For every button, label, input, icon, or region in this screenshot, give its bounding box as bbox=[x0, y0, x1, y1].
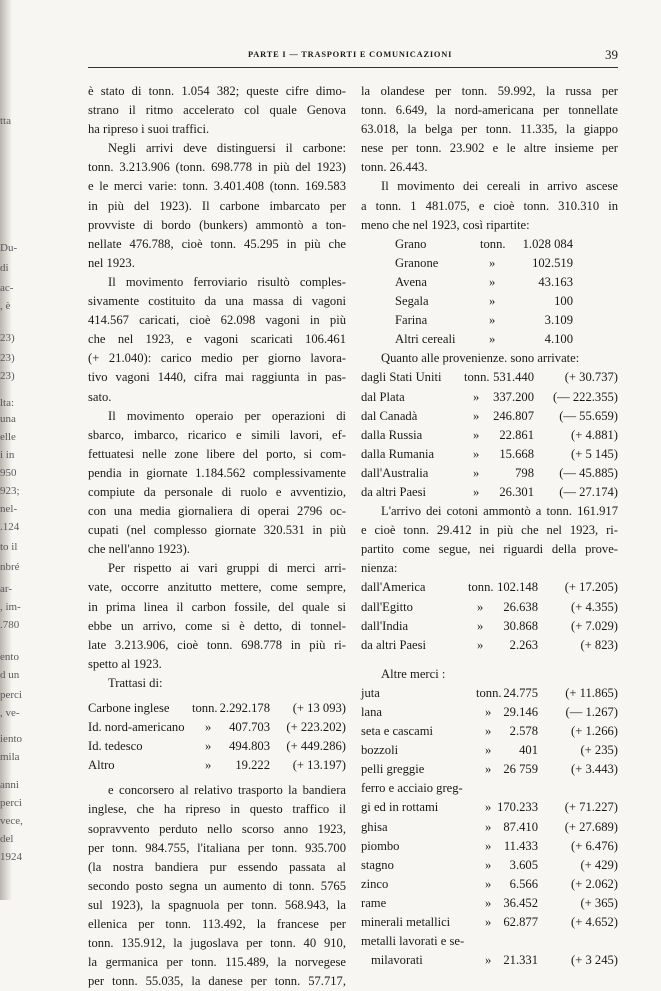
bleed-fragment: 950 bbox=[0, 467, 17, 479]
text-line: la germanica per tonn. 115.489, la norvegese bbox=[88, 955, 346, 970]
row-diff: (+ 27.689) bbox=[564, 819, 618, 834]
table-row bbox=[361, 856, 618, 875]
row-diff: (+ 223.202) bbox=[286, 720, 346, 735]
text-line: Il movimento operaio per operazioni di bbox=[108, 408, 346, 423]
text-line: tonn. 135.912, la jugoslava per tonn. 40 910, bbox=[88, 936, 346, 951]
bleed-fragment: una bbox=[0, 413, 16, 425]
table-row bbox=[361, 818, 618, 837]
text-line: inglese, che ha ripreso in questo traffico il bbox=[88, 802, 346, 817]
table-row bbox=[361, 578, 618, 597]
row-unit: » bbox=[485, 743, 492, 758]
row-label: metalli lavorati e se- bbox=[361, 934, 465, 949]
row-diff: (— 1.267) bbox=[565, 705, 618, 719]
text-line: 414.567 caricati, cioè 62.098 vagoni in più bbox=[88, 313, 346, 328]
row-label: dagli Stati Uniti bbox=[361, 370, 442, 385]
row-unit: » bbox=[473, 465, 480, 480]
bleed-fragment: del bbox=[0, 833, 14, 845]
bleed-fragment: .780 bbox=[0, 619, 20, 631]
row-label: Altro bbox=[88, 758, 115, 773]
text-line: (+ 21.040): carico medio per giorno lavora- bbox=[88, 351, 346, 366]
row-unit: » bbox=[473, 484, 480, 499]
text-line: spetto al 1923. bbox=[88, 656, 162, 671]
row-diff: (+ 4.652) bbox=[571, 915, 618, 930]
text-line: è stato di tonn. 1.054 382; queste cifre dimo- bbox=[88, 84, 346, 98]
bleed-fragment: 23) bbox=[0, 332, 15, 344]
row-unit: tonn. bbox=[476, 685, 502, 700]
table-row bbox=[361, 235, 618, 254]
row-label: dal Plata bbox=[361, 389, 405, 404]
row-label: ghisa bbox=[361, 819, 388, 834]
paragraph bbox=[361, 82, 618, 177]
row-label: stagno bbox=[361, 857, 394, 872]
text-line: nel 1923. bbox=[88, 255, 135, 270]
table-row bbox=[361, 837, 618, 856]
text-line: 63.018, la belga per tonn. 11.335, la giappo bbox=[361, 122, 618, 137]
row-value: 19.222 bbox=[235, 758, 270, 773]
row-unit: » bbox=[477, 637, 484, 652]
bleed-fragment: 23) bbox=[0, 370, 15, 382]
row-label: milavorati bbox=[371, 953, 423, 968]
bleed-fragment: perci bbox=[0, 689, 22, 701]
page-number: 39 bbox=[605, 47, 618, 62]
header-title: PARTE I — TRASPORTI E COMUNICAZIONI bbox=[248, 50, 453, 59]
row-unit: » bbox=[489, 294, 496, 309]
row-label: lana bbox=[361, 705, 382, 719]
altre-merci-heading: Altre merci : bbox=[381, 666, 446, 681]
table-row bbox=[88, 699, 346, 718]
text-line: nienza: bbox=[361, 561, 398, 576]
row-value: 531.440 bbox=[493, 370, 534, 385]
table-row bbox=[361, 932, 618, 951]
row-unit: » bbox=[485, 895, 492, 910]
row-label: Id. tedesco bbox=[88, 739, 143, 754]
paragraph bbox=[361, 177, 618, 234]
row-label: minerali metallici bbox=[361, 915, 451, 930]
text-line: ha ripreso i suoi traffici. bbox=[88, 122, 210, 137]
running-header bbox=[88, 47, 618, 64]
bleed-fragment: 1924 bbox=[0, 851, 22, 863]
row-label: Grano bbox=[395, 236, 427, 251]
text-line: Per rispetto ai vari gruppi di merci arri- bbox=[108, 561, 346, 576]
text-line: e concorsero al relativo trasporto la bandiera bbox=[108, 783, 346, 798]
row-label: juta bbox=[361, 685, 380, 700]
table-row bbox=[361, 464, 618, 483]
cotton-table bbox=[361, 578, 618, 654]
bleed-fragment: anni bbox=[0, 779, 19, 791]
row-unit: tonn. bbox=[480, 236, 506, 251]
bleed-fragment: .124 bbox=[0, 521, 20, 533]
row-value: 11.433 bbox=[503, 838, 538, 853]
row-unit: » bbox=[485, 876, 492, 891]
table-row bbox=[88, 718, 346, 737]
text-line: a tonn. 1 481.075, e cioè tonn. 310.310 in bbox=[361, 198, 618, 213]
text-line: la olandese per tonn. 59.992, la russa per bbox=[361, 84, 618, 98]
text-line: nese per tonn. 23.902 e le altre insieme per bbox=[361, 141, 618, 156]
bleed-fragment: di bbox=[0, 262, 9, 274]
text-line: sbarco, imbarco, ricarico e simili lavori, ef- bbox=[88, 427, 346, 442]
text-line: partito come segue, nei riguardi della prove- bbox=[361, 542, 618, 557]
row-diff: (+ 3 245) bbox=[571, 953, 618, 968]
row-label: dalla Russia bbox=[361, 427, 423, 442]
text-line: tonn. 26.443. bbox=[361, 160, 428, 175]
text-line: in prima linea il carbon fossile, del quale si bbox=[88, 599, 346, 614]
row-value: 36.452 bbox=[503, 895, 538, 910]
coal-table bbox=[88, 699, 346, 775]
row-diff: (+ 17.205) bbox=[564, 580, 618, 595]
row-diff: (+ 7.029) bbox=[571, 618, 618, 633]
table-row bbox=[361, 703, 618, 722]
row-unit: » bbox=[485, 800, 492, 815]
bleed-fragment: d un bbox=[0, 669, 20, 681]
text-line: Il movimento ferroviario risultò comples- bbox=[108, 274, 346, 289]
row-label: dall'Egitto bbox=[361, 599, 413, 614]
row-value: 494.803 bbox=[229, 739, 270, 754]
table-row bbox=[361, 483, 618, 502]
text-line: e cioè tonn. 29.412 in più che nel 1923, ri- bbox=[361, 523, 618, 538]
row-diff: (— 27.174) bbox=[559, 484, 618, 499]
table-row bbox=[361, 330, 618, 349]
table-row bbox=[88, 756, 346, 775]
text-line: ellenica per tonn. 113.492, la francese per bbox=[88, 917, 346, 932]
row-unit: » bbox=[205, 758, 212, 773]
bleed-fragment: perci bbox=[0, 797, 22, 809]
paragraph bbox=[88, 139, 346, 273]
table-row bbox=[361, 368, 618, 387]
text-line: compiute da personale di ruolo e avventizio, bbox=[88, 484, 346, 499]
paragraph bbox=[88, 273, 346, 407]
bleed-fragment: , è bbox=[0, 300, 11, 312]
row-label: dall'India bbox=[361, 618, 409, 633]
table-row bbox=[361, 951, 618, 970]
row-label: pelli greggie bbox=[361, 762, 425, 777]
row-value: 26 759 bbox=[503, 762, 538, 777]
row-unit: » bbox=[489, 332, 496, 347]
row-value: 30.868 bbox=[503, 618, 538, 633]
row-label: Id. nord-americano bbox=[88, 720, 185, 735]
row-value: 6.566 bbox=[509, 876, 538, 891]
row-label: rame bbox=[361, 895, 387, 910]
text-line: vate, occorre anzitutto mettere, come sempre, bbox=[88, 580, 346, 595]
table-row bbox=[361, 273, 618, 292]
row-value: 62.877 bbox=[503, 915, 538, 930]
row-unit: » bbox=[485, 724, 492, 739]
table-row bbox=[361, 311, 618, 330]
table-row bbox=[361, 798, 618, 817]
facing-page-bleed bbox=[0, 0, 46, 900]
table-row bbox=[361, 741, 618, 760]
table-row bbox=[88, 737, 346, 756]
text-line: pendia in giornate 1.184.562 complessivamente bbox=[88, 465, 346, 480]
row-value: 26.301 bbox=[499, 484, 534, 499]
row-value: 24.775 bbox=[503, 685, 538, 700]
table-row bbox=[361, 598, 618, 617]
row-label: bozzoli bbox=[361, 743, 399, 758]
bleed-fragment: Du- bbox=[0, 242, 18, 254]
row-diff: (— 45.885) bbox=[559, 465, 618, 480]
row-value: 3.109 bbox=[544, 313, 573, 328]
row-unit: » bbox=[473, 446, 480, 461]
text-line: sivamente costituito da una massa di vagoni bbox=[88, 294, 346, 309]
bleed-fragment: i in bbox=[0, 449, 15, 461]
text-line: nellate 476.788, cioè tonn. 45.295 in più che bbox=[88, 236, 346, 251]
table-row bbox=[361, 760, 618, 779]
row-diff: (+ 4.881) bbox=[571, 427, 618, 442]
row-unit: » bbox=[205, 739, 212, 754]
row-value: 170.233 bbox=[497, 800, 538, 815]
table-row bbox=[361, 684, 618, 703]
row-unit: tonn. bbox=[468, 580, 494, 595]
table-row bbox=[361, 388, 618, 407]
row-diff: (+ 3.443) bbox=[571, 762, 618, 777]
text-line: provviste di bordo (bunkers) ammontò a ton- bbox=[88, 217, 346, 232]
table-row bbox=[361, 426, 618, 445]
bleed-fragment: 23) bbox=[0, 352, 15, 364]
row-label: Carbone inglese bbox=[88, 701, 170, 715]
row-diff: (+ 30.737) bbox=[564, 370, 618, 385]
row-diff: (+ 823) bbox=[580, 637, 618, 652]
table-row bbox=[361, 407, 618, 426]
row-label: dal Canadà bbox=[361, 408, 418, 423]
row-unit: » bbox=[473, 427, 480, 442]
bleed-fragment: nbré bbox=[0, 561, 20, 573]
row-value: 21.331 bbox=[503, 953, 538, 968]
text-line: che nell'anno 1923). bbox=[88, 542, 190, 557]
text-line: cupati (nel complesso giornate 320.531 in più bbox=[88, 523, 346, 538]
provenienze-intro: Quanto alle provenienze. sono arrivate: bbox=[381, 351, 580, 366]
row-value: 100 bbox=[554, 294, 573, 309]
bleed-fragment: to il bbox=[0, 541, 18, 553]
paragraph bbox=[88, 407, 346, 560]
row-label: seta e cascami bbox=[361, 724, 434, 739]
row-diff: (+ 235) bbox=[580, 743, 618, 758]
table-row bbox=[361, 636, 618, 655]
text-line: con una media giornaliera di operai 2796 oc- bbox=[88, 504, 346, 519]
row-label: dall'America bbox=[361, 580, 426, 595]
bleed-fragment: 923; bbox=[0, 485, 20, 497]
text-line: ebbe un arrivo, come si è detto, di tonnel- bbox=[88, 618, 346, 633]
bleed-fragment: , im- bbox=[0, 601, 21, 613]
row-unit: » bbox=[489, 255, 496, 270]
row-value: 26.638 bbox=[503, 599, 538, 614]
bleed-fragment: nel- bbox=[0, 503, 18, 515]
row-label: Altri cereali bbox=[395, 332, 456, 347]
table-row bbox=[361, 913, 618, 932]
row-value: 798 bbox=[515, 465, 534, 480]
row-label: da altri Paesi bbox=[361, 484, 427, 499]
row-label: Farina bbox=[395, 313, 428, 328]
row-diff: (+ 13 093) bbox=[292, 701, 346, 715]
text-line: L'arrivo dei cotoni ammontò a tonn. 161.917 bbox=[381, 504, 618, 519]
table-row bbox=[361, 722, 618, 741]
text-line: Negli arrivi deve distinguersi il carbone: bbox=[108, 141, 346, 156]
row-value: 22.861 bbox=[499, 427, 534, 442]
row-value: 102.519 bbox=[532, 255, 573, 270]
paragraph bbox=[88, 82, 346, 139]
bleed-fragment: ento bbox=[0, 651, 19, 663]
row-value: 87.410 bbox=[503, 819, 538, 834]
left-column bbox=[88, 82, 346, 991]
provenienze-table bbox=[361, 368, 618, 502]
row-label: da altri Paesi bbox=[361, 637, 427, 652]
row-value: 102.148 bbox=[497, 580, 538, 595]
row-value: 2.578 bbox=[509, 724, 538, 739]
text-line: e le merci varie: tonn. 3.401.408 (tonn. 169.583 bbox=[88, 179, 346, 194]
header-rule bbox=[88, 67, 618, 68]
row-diff: (+ 1.266) bbox=[571, 724, 618, 739]
row-unit: » bbox=[205, 720, 212, 735]
text-line: tonn. 3.213.906 (tonn. 698.778 in più del 1923) bbox=[88, 160, 346, 175]
row-unit: » bbox=[485, 705, 492, 719]
text-line: sul 1923), la spagnuola per tonn. 568.943, la bbox=[88, 897, 346, 912]
table-row bbox=[361, 617, 618, 636]
paragraph bbox=[361, 502, 618, 578]
table-row bbox=[361, 292, 618, 311]
row-diff: (+ 71.227) bbox=[564, 800, 618, 815]
row-value: 246.807 bbox=[493, 408, 534, 423]
table-row bbox=[361, 894, 618, 913]
paragraph bbox=[88, 781, 346, 991]
text-line: meno che nel 1923, così ripartite: bbox=[361, 217, 530, 232]
row-value: 2.263 bbox=[509, 637, 538, 652]
bleed-fragment: elle bbox=[0, 431, 16, 443]
row-unit: » bbox=[489, 313, 496, 328]
text-line: strano il ritmo accelerato col quale Genova bbox=[88, 103, 346, 118]
bleed-fragment: ar- bbox=[0, 583, 12, 595]
row-diff: (+ 13.197) bbox=[292, 758, 346, 773]
row-unit: » bbox=[477, 599, 484, 614]
row-label: gi ed in rottami bbox=[361, 800, 439, 815]
bleed-fragment: mila bbox=[0, 751, 20, 763]
row-value: 401 bbox=[519, 743, 538, 758]
text-line: sopravvento perduto nello scorso anno 1923, bbox=[88, 821, 346, 836]
other-goods-table bbox=[361, 684, 618, 970]
row-label: Segala bbox=[395, 294, 429, 309]
row-label: zinco bbox=[361, 876, 389, 891]
row-label: dall'Australia bbox=[361, 465, 429, 480]
row-value: 3.605 bbox=[509, 857, 538, 872]
bleed-fragment: , ve- bbox=[0, 707, 20, 719]
row-unit: » bbox=[473, 408, 480, 423]
row-value: 43.163 bbox=[538, 274, 573, 289]
row-unit: » bbox=[473, 389, 480, 404]
text-line: in più del 1923). Il carbone imbarcato per bbox=[88, 198, 346, 213]
row-unit: » bbox=[485, 819, 492, 834]
text-line: che nel 1923, e vagoni scaricati 106.461 bbox=[88, 332, 346, 347]
bleed-fragment: vece, bbox=[0, 815, 23, 827]
row-unit: tonn. bbox=[192, 701, 218, 715]
row-diff: (+ 11.865) bbox=[565, 685, 618, 700]
text-line: secondo posto segna un aumento di tonn. 5765 bbox=[88, 878, 346, 893]
row-value: 4.100 bbox=[544, 332, 573, 347]
row-unit: » bbox=[485, 915, 492, 930]
text-line: tonn. 6.649, la nord-americana per tonnellate bbox=[361, 103, 618, 118]
row-unit: » bbox=[485, 838, 492, 853]
text-line: fettuatesi nelle zone libere del porto, si com- bbox=[88, 446, 346, 461]
paragraph bbox=[88, 559, 346, 674]
table-row bbox=[361, 445, 618, 464]
row-value: 337.200 bbox=[493, 389, 534, 404]
row-diff: (+ 5 145) bbox=[571, 446, 618, 461]
row-unit: » bbox=[485, 762, 492, 777]
bleed-fragment: iento bbox=[0, 733, 22, 745]
row-value: 2.292.178 bbox=[219, 701, 270, 715]
row-value: 29.146 bbox=[503, 705, 538, 719]
row-diff: (+ 6.476) bbox=[571, 838, 618, 853]
row-label: ferro e acciaio greg- bbox=[361, 781, 463, 796]
table-row bbox=[361, 779, 618, 798]
table-row bbox=[361, 254, 618, 273]
row-diff: (— 55.659) bbox=[559, 408, 618, 423]
row-diff: (+ 449.286) bbox=[286, 739, 346, 754]
bleed-fragment: lta: bbox=[0, 397, 15, 409]
bleed-fragment: tta bbox=[0, 115, 11, 127]
row-diff: (— 222.355) bbox=[552, 389, 618, 404]
row-label: piombo bbox=[361, 838, 400, 853]
text-line: per tonn. 984.755, l'italiana per tonn. 935.700 bbox=[88, 840, 346, 855]
text-line: sato. bbox=[88, 389, 112, 404]
trattasi-heading: Trattasi di: bbox=[108, 675, 163, 690]
row-diff: (+ 2.062) bbox=[571, 876, 618, 891]
row-label: dalla Rumania bbox=[361, 446, 435, 461]
text-line: per tonn. 55.035, la danese per tonn. 57.717, bbox=[88, 974, 346, 989]
row-unit: » bbox=[489, 274, 496, 289]
bleed-fragment: ac- bbox=[0, 282, 14, 294]
row-label: Granone bbox=[395, 255, 439, 270]
row-unit: » bbox=[485, 953, 492, 968]
text-line: tivo vagoni 1440, cifra mai raggiunta in pas- bbox=[88, 370, 346, 385]
row-unit: » bbox=[485, 857, 492, 872]
text-line: late 3.213.906, cioè tonn. 698.778 in più ri- bbox=[88, 637, 346, 652]
row-label: Avena bbox=[395, 274, 427, 289]
row-diff: (+ 429) bbox=[580, 857, 618, 872]
row-diff: (+ 4.355) bbox=[571, 599, 618, 614]
table-row bbox=[361, 875, 618, 894]
cereals-table bbox=[361, 235, 618, 350]
row-value: 1.028 084 bbox=[522, 236, 573, 251]
row-diff: (+ 365) bbox=[580, 895, 618, 910]
right-column bbox=[361, 82, 618, 970]
row-unit: » bbox=[477, 618, 484, 633]
text-line: (la nostra bandiera pur essendo passata al bbox=[88, 859, 346, 874]
row-value: 15.668 bbox=[499, 446, 534, 461]
text-line: Il movimento dei cereali in arrivo ascese bbox=[381, 179, 618, 194]
row-value: 407.703 bbox=[229, 720, 270, 735]
row-unit: tonn. bbox=[464, 370, 490, 385]
